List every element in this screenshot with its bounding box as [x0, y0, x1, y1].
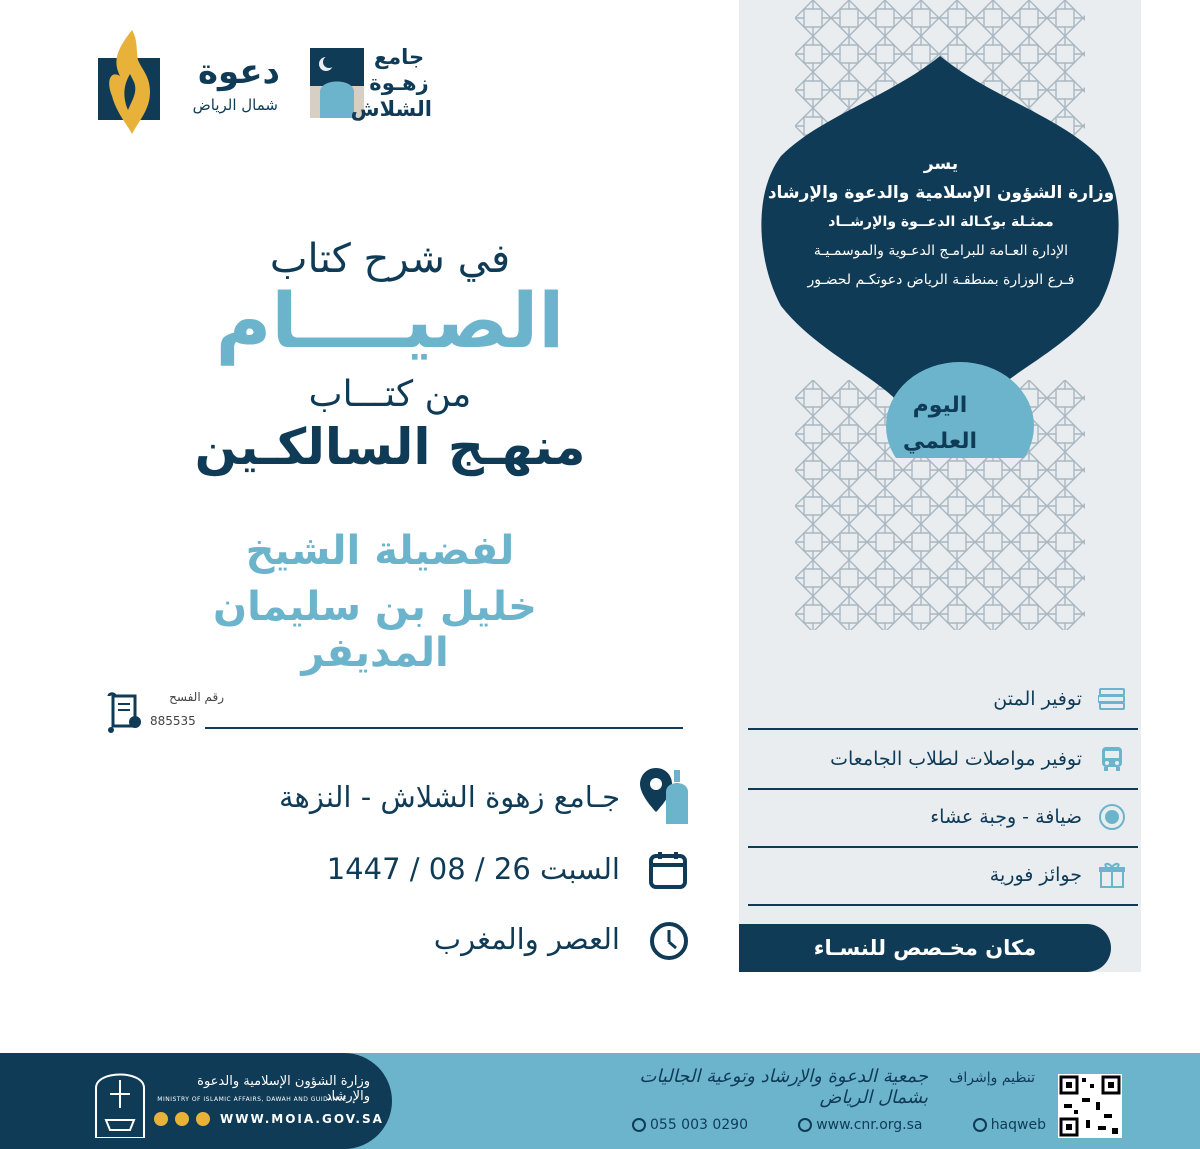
social-media-icons[interactable]	[152, 1110, 214, 1128]
ministry-name-en: MINISTRY OF ISLAMIC AFFAIRS, DAWAH AND GUIDANCE	[157, 1096, 347, 1103]
ministry-name-ar: وزارة الشؤون الإسلامية والدعوة والإرشاد	[197, 1074, 370, 1104]
feature-item	[748, 670, 1138, 730]
qr-code-icon[interactable]	[1058, 1074, 1122, 1138]
phone-number: 055 003 0290	[650, 1117, 748, 1133]
mosque-logo-line: جامع	[373, 45, 425, 69]
dawa-logo-name: دعوة	[197, 52, 280, 92]
mosque-logo-line: زهـوة	[369, 71, 429, 95]
feature-item	[748, 730, 1138, 790]
sponsor-line: وزارة الشؤون الإسلامية والدعوة والإرشاد	[767, 183, 1115, 203]
event-time: العصر والمغرب	[433, 922, 620, 956]
sponsor-line: فـرع الوزارة بمنطقـة الرياض دعوتكـم لحضـور	[807, 272, 1075, 288]
ministry-website-link[interactable]: WWW.MOIA.GOV.SA	[220, 1112, 384, 1126]
calendar-icon	[648, 850, 688, 890]
social-handle-contact[interactable]	[973, 1117, 1046, 1133]
globe-icon	[798, 1118, 812, 1132]
feature-text: ضيافة - وجبة عشاء	[930, 806, 1082, 828]
gift-icon	[1096, 859, 1128, 891]
feature-text: توفير مواصلات لطلاب الجامعات	[830, 748, 1082, 770]
title-prefix: في شرح كتاب	[269, 236, 511, 282]
sponsor-line: يسر	[923, 154, 959, 174]
day-label	[868, 388, 1012, 460]
dawa-logo-subtitle: شمال الرياض	[192, 96, 278, 114]
phone-contact[interactable]	[632, 1117, 748, 1133]
permit-document-icon	[105, 692, 145, 734]
day-label-line: العلمي	[902, 429, 978, 454]
feature-item	[748, 846, 1138, 906]
whatsapp-icon	[632, 1118, 646, 1132]
mosque-logo-line: الشلاش	[350, 97, 432, 121]
sponsor-text	[760, 150, 1122, 295]
social-handle: haqweb	[990, 1117, 1046, 1133]
divider	[205, 727, 683, 729]
feature-item	[748, 788, 1138, 848]
event-location: جـامع زهوة الشلاش - النزهة	[279, 780, 620, 814]
ministry-emblem-icon	[92, 1064, 148, 1138]
mosque-logo-name	[350, 44, 432, 122]
page-title: الصيــــام	[215, 276, 565, 365]
dawa-flame-logo-icon	[98, 30, 160, 134]
website-contact[interactable]	[798, 1117, 922, 1133]
permit-label: رقم الفسح	[169, 690, 224, 704]
sheikh-name: خليل بن سليمان المديفر	[212, 584, 538, 676]
feature-text: توفير المتن	[993, 688, 1082, 710]
sponsor-line: ممثـلة بوكـالة الدعــوة والإرشــاد	[828, 214, 1054, 230]
social-icons	[973, 1118, 987, 1132]
event-date: السبت 26 / 08 / 1447	[326, 852, 620, 886]
permit-number: 885535	[150, 714, 196, 728]
feature-text: جوائز فورية	[989, 864, 1082, 886]
bus-icon	[1096, 743, 1128, 775]
book-title: منهـج السالكـين	[194, 418, 586, 476]
books-icon	[1096, 683, 1128, 715]
website-url: www.cnr.org.sa	[816, 1117, 923, 1133]
sheikh-title: لفضيلة الشيخ	[245, 528, 515, 574]
location-pin-icon	[640, 762, 692, 824]
day-label-line: اليوم	[912, 393, 968, 418]
sponsor-line: الإدارة العـامة للبرامـج الدعـوية والموسمـيـة	[813, 243, 1069, 259]
title-from-book: من كتـــاب	[308, 374, 472, 415]
clock-icon	[649, 921, 689, 961]
cnr-association-logo: جمعية الدعوة والإرشاد وتوعية الجاليات بشمال الرياض	[639, 1066, 928, 1108]
women-place-badge: مكان مخـصص للنسـاء	[739, 924, 1111, 972]
organizer-label: تنظيم وإشراف	[948, 1070, 1035, 1086]
dining-icon	[1096, 801, 1128, 833]
contact-info-row	[632, 1117, 1046, 1133]
